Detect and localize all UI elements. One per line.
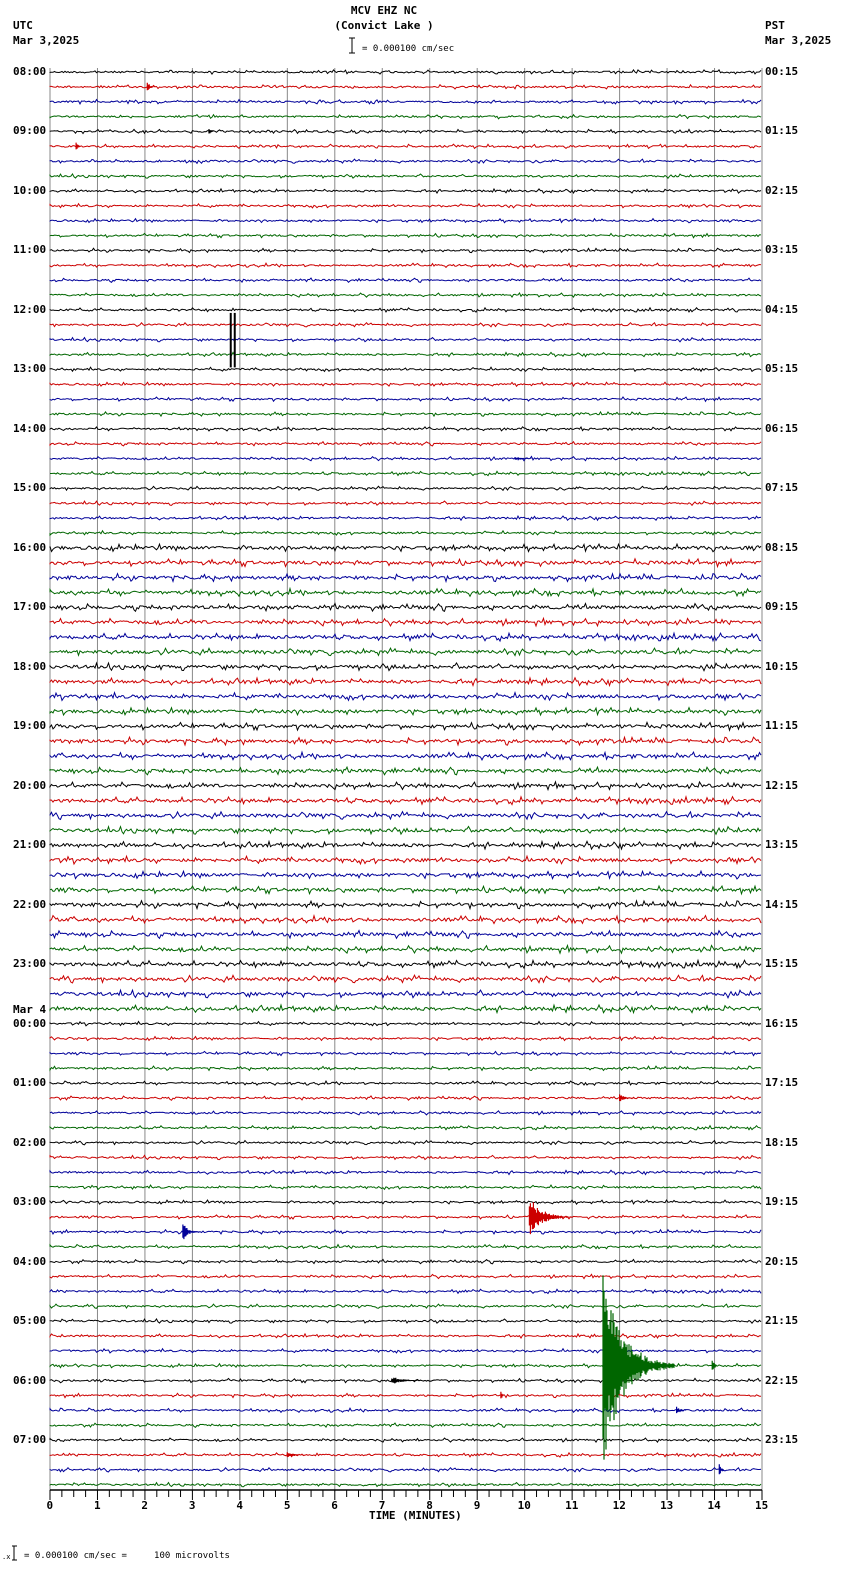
trace-row-73	[50, 1155, 761, 1159]
utc-label-09:00: 09:00	[13, 124, 47, 138]
pst-label-19:15: 19:15	[765, 1195, 799, 1209]
tick-label-2: 2	[141, 1499, 149, 1512]
pst-label-22:15: 22:15	[765, 1373, 799, 1387]
trace-row-3	[50, 115, 761, 119]
tick-label-6: 6	[331, 1499, 338, 1512]
trace-row-22	[50, 397, 761, 401]
trace-row-84	[50, 1319, 761, 1323]
trace-row-56	[50, 901, 761, 909]
trace-row-20	[50, 367, 761, 371]
utc-label-22:00: 22:00	[13, 897, 47, 911]
trace-row-7	[50, 174, 761, 178]
trace-row-27	[50, 471, 761, 475]
trace-row-92	[50, 1438, 761, 1442]
trace-row-78	[50, 1230, 761, 1234]
trace-row-25	[50, 442, 761, 446]
trace-row-28	[50, 486, 761, 490]
pst-label-04:15: 04:15	[765, 302, 799, 316]
utc-label-13:00: 13:00	[13, 362, 47, 376]
trace-row-52	[50, 841, 761, 849]
trace-row-90	[50, 1408, 761, 1412]
trace-row-81	[50, 1274, 761, 1278]
pst-label-11:15: 11:15	[765, 719, 799, 733]
utc-label-23:00: 23:00	[13, 957, 47, 971]
event-14	[719, 1464, 723, 1474]
trace-row-69	[50, 1096, 761, 1100]
utc-label-19:00: 19:00	[13, 719, 47, 733]
pst-label-01:15: 01:15	[765, 124, 799, 138]
trace-row-83	[50, 1304, 761, 1308]
event-7	[183, 1225, 199, 1240]
trace-row-46	[50, 752, 761, 760]
event-8	[603, 1275, 674, 1459]
trace-row-71	[50, 1126, 761, 1130]
trace-row-58	[50, 931, 761, 939]
utc-label-02:00: 02:00	[13, 1135, 47, 1149]
trace-row-34	[50, 574, 761, 582]
trace-row-91	[50, 1423, 761, 1427]
pst-label-23:15: 23:15	[765, 1433, 799, 1447]
pst-label-02:15: 02:15	[765, 183, 799, 197]
tick-label-12: 12	[612, 1499, 626, 1512]
event-2	[76, 143, 80, 150]
pst-label-18:15: 18:15	[765, 1135, 799, 1149]
trace-row-32	[50, 544, 761, 552]
pst-label-03:15: 03:15	[765, 243, 799, 257]
trace-row-62	[50, 990, 761, 998]
tick-label-13: 13	[660, 1499, 674, 1512]
trace-row-21	[50, 382, 761, 386]
trace-row-59	[50, 946, 761, 954]
trace-row-4	[50, 129, 761, 133]
utc-label-01:00: 01:00	[13, 1076, 47, 1090]
trace-row-18	[50, 338, 761, 342]
tick-label-5: 5	[283, 1499, 291, 1512]
trace-row-9	[50, 204, 761, 208]
utc-label-00:00: 00:00	[13, 1016, 47, 1030]
tick-label-8: 8	[426, 1499, 433, 1512]
tick-label-15: 15	[755, 1499, 769, 1512]
pst-label-20:15: 20:15	[765, 1254, 799, 1268]
trace-row-63	[50, 1005, 761, 1013]
trace-row-61	[50, 975, 761, 983]
utc-label-04:00: 04:00	[13, 1254, 47, 1268]
trace-row-89	[50, 1393, 761, 1397]
pst-label-16:15: 16:15	[765, 1016, 799, 1030]
pst-label-17:15: 17:15	[765, 1076, 799, 1090]
trace-row-55	[50, 886, 761, 894]
trace-row-31	[50, 531, 761, 535]
trace-row-94	[50, 1468, 761, 1472]
trace-row-50	[50, 812, 761, 820]
trace-row-57	[50, 916, 761, 924]
pst-label-07:15: 07:15	[765, 481, 799, 495]
utc-label-11:00: 11:00	[13, 243, 47, 257]
trace-row-43	[50, 708, 761, 716]
utc-label-07:00: 07:00	[13, 1433, 47, 1447]
pst-label-06:15: 06:15	[765, 421, 799, 435]
utc-label-03:00: 03:00	[13, 1195, 47, 1209]
trace-row-12	[50, 248, 761, 252]
trace-row-44	[50, 722, 761, 730]
trace-row-39	[50, 648, 761, 656]
trace-row-85	[50, 1334, 761, 1338]
pst-label-08:15: 08:15	[765, 540, 799, 554]
scale-bars	[12, 38, 355, 1560]
trace-row-16	[50, 308, 761, 312]
date-change-label: Mar 4	[13, 1002, 47, 1016]
header-scale-text: = 0.000100 cm/sec	[362, 44, 455, 54]
x-axis-title: TIME (MINUTES)	[369, 1509, 462, 1522]
tick-label-4: 4	[236, 1499, 243, 1512]
left-timezone: UTC	[13, 19, 33, 32]
right-date: Mar 3,2025	[765, 34, 832, 47]
utc-label-12:00: 12:00	[13, 302, 47, 316]
trace-row-11	[50, 234, 761, 238]
pst-label-21:15: 21:15	[765, 1314, 799, 1328]
pst-label-05:15: 05:15	[765, 362, 799, 376]
trace-row-49	[50, 797, 761, 805]
event-6	[529, 1202, 571, 1234]
trace-row-36	[50, 604, 761, 612]
trace-row-10	[50, 219, 761, 223]
tick-label-14: 14	[707, 1499, 721, 1512]
trace-row-45	[50, 737, 761, 745]
tick-label-9: 9	[473, 1499, 481, 1512]
trace-row-76	[50, 1200, 761, 1204]
trace-row-35	[50, 589, 761, 597]
event-1	[209, 129, 213, 134]
trace-row-5	[50, 144, 761, 148]
utc-label-18:00: 18:00	[13, 659, 47, 673]
pst-label-13:15: 13:15	[765, 838, 799, 852]
utc-label-15:00: 15:00	[13, 481, 47, 495]
trace-row-0	[50, 70, 761, 74]
trace-row-77	[50, 1215, 761, 1219]
trace-row-19	[50, 352, 761, 356]
utc-label-20:00: 20:00	[13, 778, 47, 792]
trace-row-93	[50, 1453, 761, 1457]
pst-label-09:15: 09:15	[765, 600, 799, 614]
pst-label-12:15: 12:15	[765, 778, 799, 792]
tick-label-0: 0	[46, 1499, 54, 1512]
trace-row-64	[50, 1022, 761, 1026]
utc-label-06:00: 06:00	[13, 1373, 47, 1387]
time-axis	[50, 1490, 762, 1500]
left-date: Mar 3,2025	[13, 34, 80, 47]
trace-row-67	[50, 1066, 761, 1070]
trace-row-6	[50, 159, 761, 163]
trace-row-41	[50, 678, 761, 686]
trace-row-23	[50, 412, 761, 416]
pst-label-00:15: 00:15	[765, 65, 799, 78]
trace-row-13	[50, 263, 761, 267]
utc-label-16:00: 16:00	[13, 540, 47, 554]
trace-row-72	[50, 1141, 761, 1145]
tick-label-7: 7	[378, 1499, 386, 1512]
trace-row-40	[50, 663, 761, 671]
trace-row-82	[50, 1289, 761, 1293]
trace-row-37	[50, 618, 761, 626]
trace-row-14	[50, 278, 761, 282]
trace-row-51	[50, 827, 761, 835]
trace-row-53	[50, 856, 761, 864]
station-location: (Convict Lake )	[334, 19, 434, 32]
seismic-traces	[50, 70, 761, 1487]
trace-row-75	[50, 1185, 761, 1189]
trace-row-15	[50, 293, 761, 297]
utc-label-10:00: 10:00	[13, 183, 47, 197]
footer-mark: .x	[2, 1553, 11, 1561]
station-title: MCV EHZ NC	[350, 4, 418, 17]
tick-label-10: 10	[517, 1499, 531, 1512]
trace-row-68	[50, 1081, 761, 1085]
tick-label-3: 3	[188, 1499, 196, 1512]
trace-row-24	[50, 427, 761, 431]
utc-label-14:00: 14:00	[13, 421, 47, 435]
pst-label-10:15: 10:15	[765, 659, 799, 673]
trace-row-47	[50, 767, 761, 775]
trace-row-65	[50, 1037, 761, 1041]
trace-row-60	[50, 960, 761, 968]
tick-label-1: 1	[93, 1499, 101, 1512]
trace-row-1	[50, 85, 761, 89]
trace-row-66	[50, 1051, 761, 1055]
trace-row-26	[50, 457, 761, 461]
footer-scale-text: = 0.000100 cm/sec = 100 microvolts	[24, 1551, 230, 1561]
pst-label-15:15: 15:15	[765, 957, 799, 971]
right-timezone: PST	[765, 19, 785, 32]
trace-row-33	[50, 559, 761, 567]
trace-row-80	[50, 1260, 761, 1264]
trace-row-48	[50, 782, 761, 790]
seismic-events	[76, 83, 723, 1475]
tick-label-11: 11	[565, 1499, 579, 1512]
trace-row-74	[50, 1170, 761, 1174]
trace-row-30	[50, 516, 761, 520]
event-11	[501, 1392, 503, 1399]
trace-row-54	[50, 871, 761, 879]
trace-row-42	[50, 693, 761, 701]
trace-row-17	[50, 323, 761, 327]
trace-row-79	[50, 1245, 761, 1249]
utc-label-05:00: 05:00	[13, 1314, 47, 1328]
minute-grid-lines	[50, 68, 762, 1492]
trace-row-8	[50, 189, 761, 193]
trace-row-38	[50, 633, 761, 641]
trace-row-29	[50, 501, 761, 505]
trace-row-70	[50, 1111, 761, 1115]
trace-row-95	[50, 1483, 761, 1487]
utc-label-17:00: 17:00	[13, 600, 47, 614]
trace-row-2	[50, 100, 761, 104]
pst-label-14:15: 14:15	[765, 897, 799, 911]
utc-label-21:00: 21:00	[13, 838, 47, 852]
utc-label-08:00: 08:00	[13, 65, 47, 78]
trace-row-86	[50, 1349, 761, 1353]
